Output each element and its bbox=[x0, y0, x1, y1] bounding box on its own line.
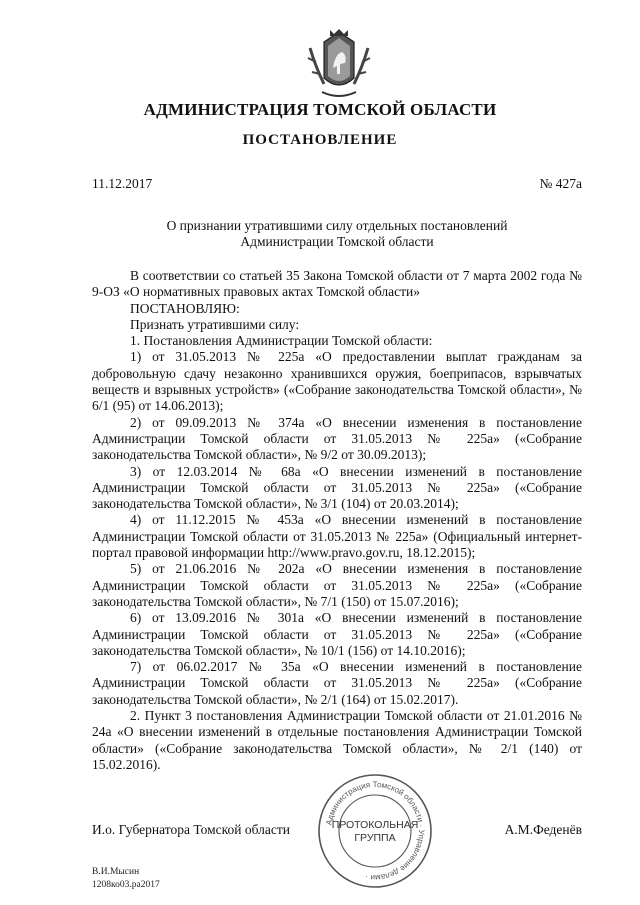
stamp-ring-icon bbox=[316, 772, 434, 890]
list-item: 4) от 11.12.2015 № 453а «О внесении изменений в постановление Администрации Томской области от 31.05.2013 № 225а» (Официальный интернет-портал правовой информации http://www.pravo.gov.ru, 18.12.2015); bbox=[92, 512, 582, 561]
coat-of-arms-icon bbox=[304, 28, 374, 102]
section-1-heading: 1. Постановления Администрации Томской области: bbox=[130, 333, 433, 349]
list-item: 3) от 12.03.2014 № 68а «О внесении изменений в постановление Администрации Томской области от 31.05.2013 № 225а» («Собрание законодательства Томской области», № 3/1 (104) от 20.03.2014); bbox=[92, 463, 582, 512]
signatory-name: А.М.Феденёв bbox=[504, 822, 582, 837]
repeal-intro: Признать утратившими силу: bbox=[130, 316, 300, 332]
resolve-heading: ПОСТАНОВЛЯЮ: bbox=[130, 300, 240, 316]
preamble-paragraph: В соответствии со статьей 35 Закона Томской области от 7 марта 2002 года № 9-ОЗ «О нормативных правовых актах Томской области» bbox=[92, 268, 582, 300]
list-item: 1) от 31.05.2013 № 225а «О предоставлении выплат гражданам за добровольную сдачу незаконно хранившихся оружия, боеприпасов, взрывчатых веществ и взрывных устройств» («Собрание законодательства Томской области», № 6/1 (95) от 14.06.2013); bbox=[92, 349, 582, 414]
title-line-2: Администрации Томской области bbox=[240, 234, 434, 249]
document-number: № 427а bbox=[539, 176, 582, 191]
list-item: 2) от 09.09.2013 № 374а «О внесении изменения в постановление Администрации Томской области от 31.05.2013 № 225а» («Собрание законодательства Томской области», № 9/2 от 30.09.2013); bbox=[92, 414, 582, 463]
title-line-1: О признании утратившими силу отдельных постановлений bbox=[166, 218, 508, 233]
official-stamp bbox=[316, 772, 434, 890]
footer-author: В.И.Мысин bbox=[92, 867, 140, 877]
footer-info bbox=[92, 866, 160, 892]
document-type: ПОСТАНОВЛЕНИЕ bbox=[242, 132, 398, 148]
stamp-ring-text: Администрация Томской области · Управление делами · bbox=[324, 779, 427, 883]
list-item: 6) от 13.09.2016 № 301а «О внесении изменений в постановление Администрации Томской области от 31.05.2013 № 225а» («Собрание законодательства Томской области», № 10/1 (156) от 14.10.2016); bbox=[92, 610, 582, 658]
document-date: 11.12.2017 bbox=[92, 176, 153, 191]
signatory-position: И.о. Губернатора Томской области bbox=[92, 822, 290, 837]
document-title bbox=[92, 218, 582, 250]
document-body bbox=[92, 268, 582, 773]
organization-name: АДМИНИСТРАЦИЯ ТОМСКОЙ ОБЛАСТИ bbox=[143, 100, 497, 119]
stamp-center-line-2: ГРУППА bbox=[354, 832, 396, 844]
list-item: 7) от 06.02.2017 № 35а «О внесении изменений в постановление Администрации Томской области от 31.05.2013 № 225а» («Собрание законодательства Томской области», № 2/1 (164) от 15.02.2017). bbox=[92, 659, 582, 707]
list-item: 5) от 21.06.2016 № 202а «О внесении изменения в постановление Администрации Томской области от 31.05.2013 № 225а» («Собрание законодательства Томской области», № 7/1 (150) от 15.07.2016); bbox=[92, 561, 582, 609]
footer-file: 1208ко03.ра2017 bbox=[92, 880, 160, 890]
section-2-paragraph: 2. Пункт 3 постановления Администрации Томской области от 21.01.2016 № 24а «О внесении изменений в отдельные постановления Администрации Томской области» («Собрание законодательства Томской области», № 2/1 (140) от 15.02.2016). bbox=[92, 708, 582, 772]
stamp-center-line-1: ПРОТОКОЛЬНАЯ bbox=[331, 819, 419, 831]
